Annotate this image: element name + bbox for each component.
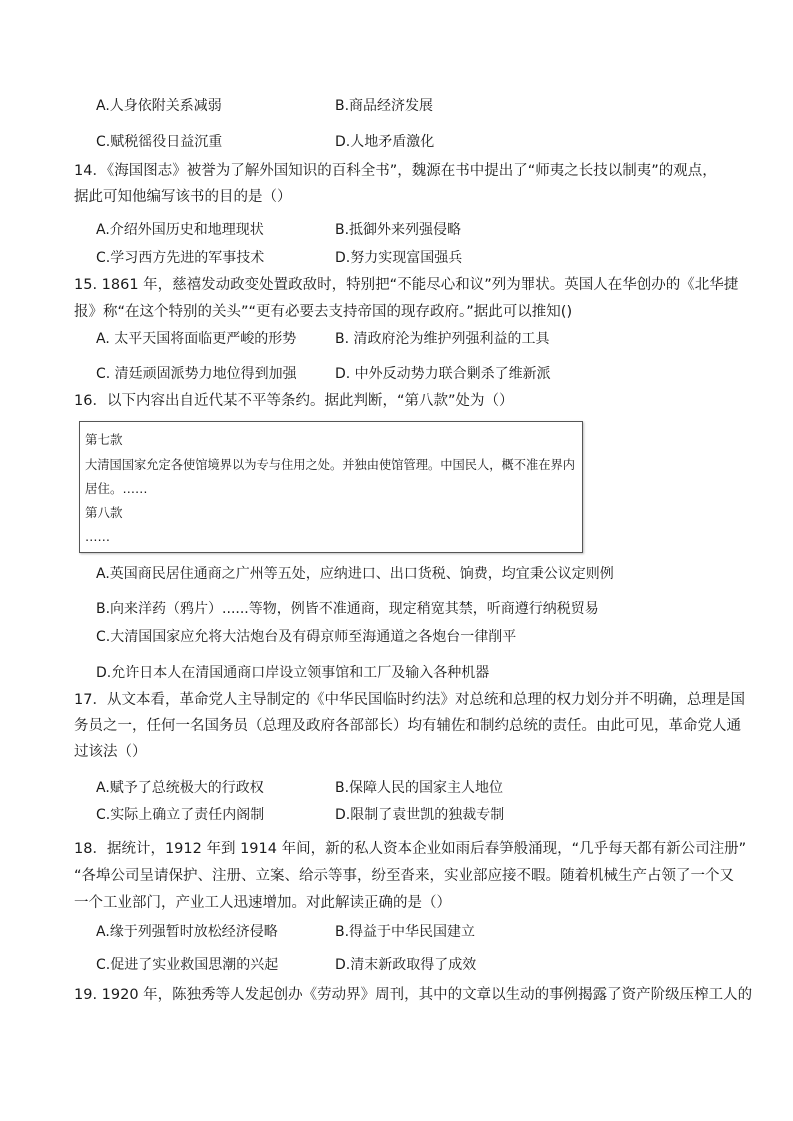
q17-option-a: A.赋予了总统极大的行政权 bbox=[96, 780, 264, 796]
q17-stem-line3: 过该法（） bbox=[74, 744, 147, 760]
q13-option-a: A.人身依附关系减弱 bbox=[96, 98, 222, 114]
q15-option-a: A. 太平天国将面临更严峻的形势 bbox=[96, 331, 297, 347]
treaty-article8-heading: 第八款 bbox=[85, 505, 123, 520]
q15-stem-line1: 15. 1861 年，慈禧发动政变处置政敌时，特别把“不能尽心和议”列为罪状。英国人在华创办的《北华捷 bbox=[74, 277, 739, 293]
q18-option-a: A.缘于列强暂时放松经济侵略 bbox=[96, 924, 278, 940]
q15-option-b: B. 清政府沦为维护列强利益的工具 bbox=[335, 331, 550, 347]
q13-option-d: D.人地矛盾激化 bbox=[335, 134, 435, 150]
q13-option-c: C.赋税徭役日益沉重 bbox=[96, 134, 223, 150]
q16-option-d: D.允许日本人在清国通商口岸设立领事馆和工厂及输入各种机器 bbox=[96, 665, 490, 681]
q17-stem-line1: 17．从文本看，革命党人主导制定的《中华民国临时约法》对总统和总理的权力划分并不明确，总理是国 bbox=[74, 692, 745, 708]
q18-option-d: D.清末新政取得了成效 bbox=[335, 957, 477, 973]
q18-stem-line2: “各埠公司呈请保护、注册、立案、给示等事，纷至沓来，实业部应接不暇。随着机械生产占领了一个又 bbox=[74, 868, 735, 884]
treaty-article7-heading: 第七款 bbox=[85, 432, 123, 447]
q17-option-c: C.实际上确立了责任内阁制 bbox=[96, 807, 265, 823]
q16-option-a: A.英国商民居住通商之广州等五处，应纳进口、出口货税、饷费，均宜秉公议定则例 bbox=[96, 566, 614, 582]
q14-option-b: B.抵御外来列强侵略 bbox=[335, 222, 462, 238]
q18-stem-line3: 一个工业部门，产业工人迅速增加。对此解读正确的是（） bbox=[74, 895, 451, 911]
q16-stem: 16．以下内容出自近代某不平等条约。据此判断，“第八款”处为（） bbox=[74, 393, 514, 409]
q19-stem-line1: 19. 1920 年，陈独秀等人发起创办《劳动界》周刊，其中的文章以生动的事例揭露了资产阶级压榨工人的 bbox=[74, 987, 753, 1003]
q14-stem-line2: 据此可知他编写该书的目的是（） bbox=[74, 189, 292, 205]
q14-stem-line1: 14．《海国图志》被誉为了解外国知识的百科全书”，魏源在书中提出了“师夷之长技以制夷”的观点， bbox=[74, 163, 717, 179]
q17-stem-line2: 务员之一，任何一名国务员（总理及政府各部部长）均有辅佐和制约总统的责任。由此可见，革命党人通 bbox=[74, 718, 741, 734]
q17-option-d: D.限制了袁世凯的独裁专制 bbox=[335, 807, 505, 823]
q15-stem-line2: 报》称“在这个特别的关头”“更有必要去支持帝国的现存政府。”据此可以推知() bbox=[74, 304, 573, 320]
q18-stem-line1: 18．据统计，1912 年到 1914 年间，新的私人资本企业如雨后春笋般涌现，“几乎每天都有新公司注册” bbox=[74, 841, 747, 857]
q18-option-b: B.得益于中华民国建立 bbox=[335, 924, 476, 940]
q16-option-b: B.向来洋药（鸦片）......等物，例皆不准通商，现定稍宽其禁，听商遵行纳税贸易 bbox=[96, 601, 599, 617]
treaty-excerpt-box bbox=[79, 421, 583, 553]
treaty-article7-text-line2: 居住。…… bbox=[85, 481, 148, 496]
q16-option-c: C.大清国国家应允将大沽炮台及有碍京师至海通道之各炮台一律削平 bbox=[96, 629, 517, 645]
q14-option-d: D.努力实现富国强兵 bbox=[335, 250, 463, 266]
q15-option-c: C. 清廷顽固派势力地位得到加强 bbox=[96, 366, 297, 382]
q18-option-c: C.促进了实业救国思潮的兴起 bbox=[96, 957, 279, 973]
q14-option-c: C.学习西方先进的军事技术 bbox=[96, 250, 265, 266]
q14-option-a: A.介绍外国历史和地理现状 bbox=[96, 222, 264, 238]
treaty-article7-text-line1: 大清国国家允定各使馆境界以为专与住用之处。并独由使馆管理。中国民人，概不准在界内 bbox=[85, 458, 575, 472]
q13-option-b: B.商品经济发展 bbox=[335, 98, 434, 114]
treaty-article8-text: …… bbox=[85, 529, 110, 544]
q15-option-d: D. 中外反动势力联合剿杀了维新派 bbox=[335, 366, 551, 382]
q17-option-b: B.保障人民的国家主人地位 bbox=[335, 780, 504, 796]
